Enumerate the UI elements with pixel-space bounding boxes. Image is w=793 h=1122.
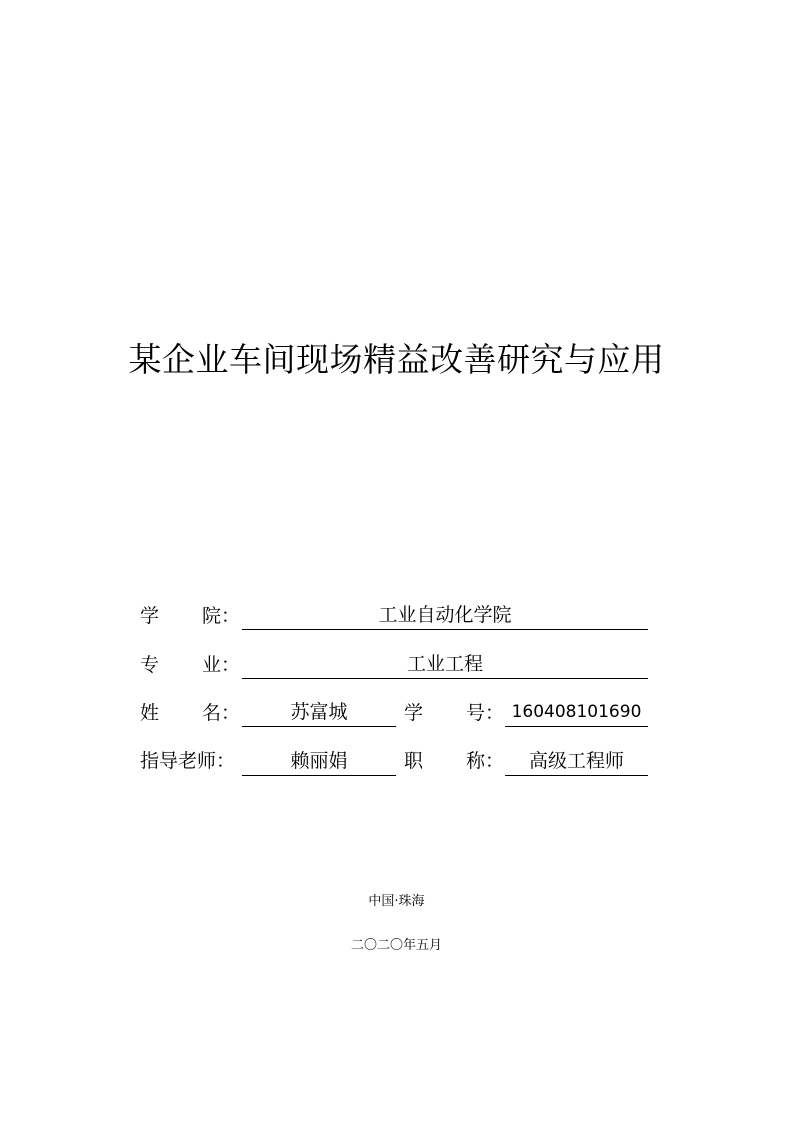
advisor-field: 赖丽娟 bbox=[242, 747, 396, 776]
student-id-label: 学 号： bbox=[404, 702, 505, 724]
student-id-field: 160408101690 bbox=[505, 698, 648, 727]
date-text: 二〇二〇年五月 bbox=[350, 938, 442, 953]
thesis-title: 某企业车间现场精益改善研究与应用 bbox=[128, 340, 665, 379]
major-label: 专 业： bbox=[140, 654, 241, 676]
advisor-title-label: 职 称： bbox=[404, 750, 505, 772]
name-label: 姓 名： bbox=[140, 702, 241, 724]
advisor-title-field: 高级工程师 bbox=[505, 747, 648, 776]
name-field: 苏富城 bbox=[242, 698, 396, 727]
location-text: 中国·珠海 bbox=[368, 894, 425, 909]
college-field: 工业自动化学院 bbox=[242, 601, 648, 630]
advisor-label: 指导老师： bbox=[140, 750, 236, 772]
college-label: 学 院： bbox=[140, 605, 241, 627]
major-field: 工业工程 bbox=[242, 650, 648, 679]
